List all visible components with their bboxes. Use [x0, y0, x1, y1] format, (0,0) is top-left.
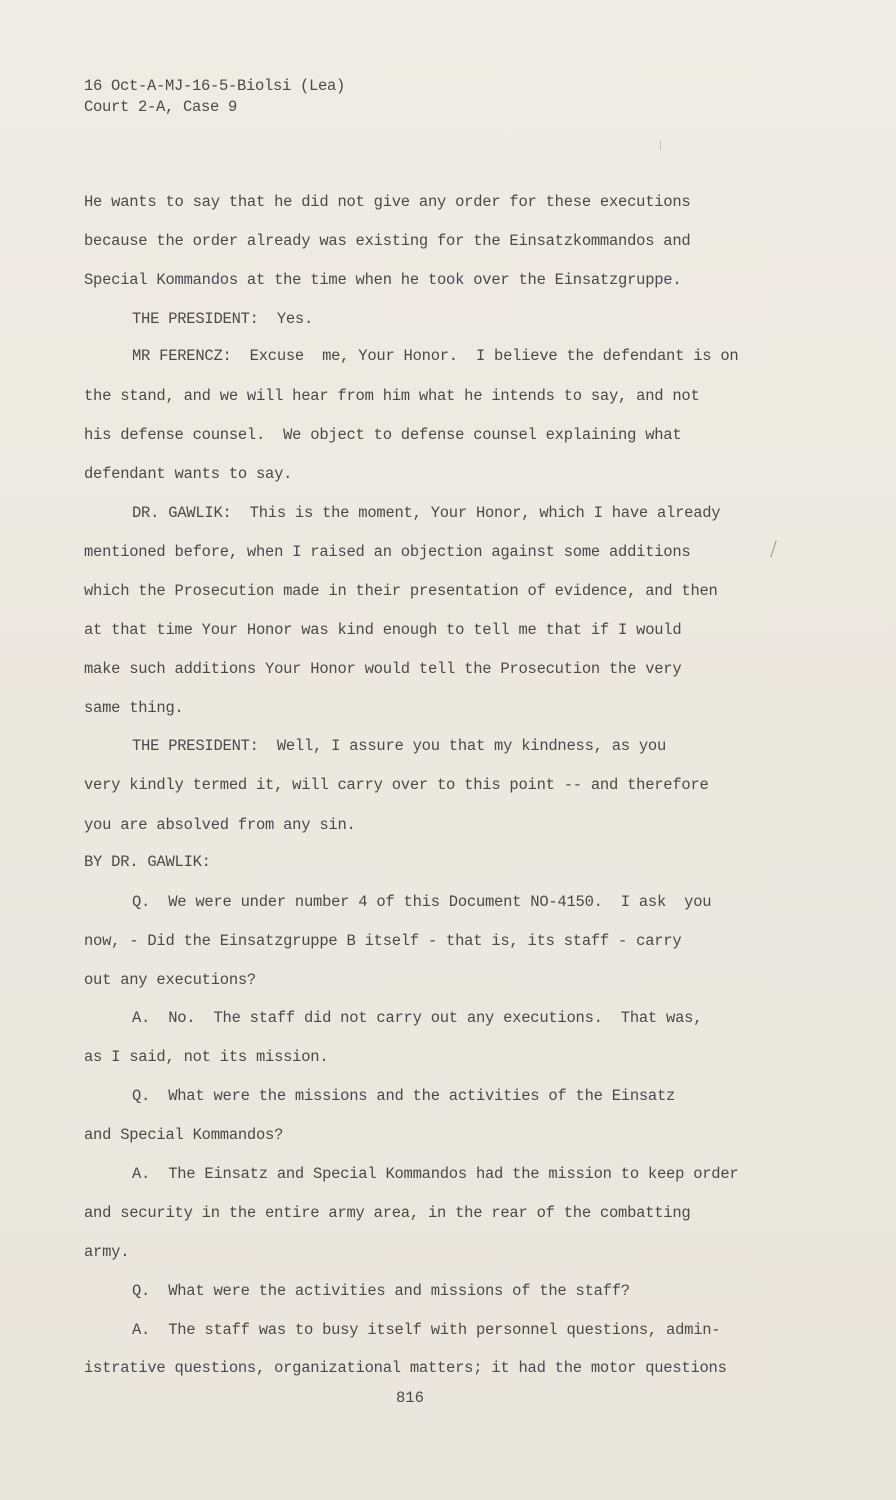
text-line: because the order already was existing for the Einsatzkommandos and	[84, 232, 691, 250]
text-line: Special Kommandos at the time when he took over the Einsatzgruppe.	[84, 271, 682, 289]
text-line: out any executions?	[84, 971, 256, 989]
header-court-case: Court 2-A, Case 9	[84, 98, 238, 116]
text-line: Q. We were under number 4 of this Document NO-4150. I ask you	[132, 893, 712, 911]
text-line: A. The Einsatz and Special Kommandos had the mission to keep order	[132, 1165, 739, 1183]
text-line: THE PRESIDENT: Well, I assure you that my kindness, as you	[132, 737, 667, 755]
text-line: as I said, not its mission.	[84, 1048, 329, 1066]
text-line: istrative questions, organizational matters; it had the motor questions	[84, 1359, 727, 1377]
text-line: same thing.	[84, 699, 184, 717]
stray-pencil-mark	[770, 540, 777, 557]
text-line: make such additions Your Honor would tell the Prosecution the very	[84, 660, 682, 678]
text-line: which the Prosecution made in their presentation of evidence, and then	[84, 582, 718, 600]
text-line: defendant wants to say.	[84, 465, 293, 483]
text-line: A. The staff was to busy itself with personnel questions, admin-	[132, 1321, 721, 1339]
text-line: now, - Did the Einsatzgruppe B itself - that is, its staff - carry	[84, 932, 682, 950]
text-line: at that time Your Honor was kind enough to tell me that if I would	[84, 621, 682, 639]
text-line: THE PRESIDENT: Yes.	[132, 310, 314, 328]
text-line: A. No. The staff did not carry out any executions. That was,	[132, 1009, 703, 1027]
text-line: army.	[84, 1243, 130, 1261]
stray-pencil-mark	[660, 140, 661, 150]
text-line: Q. What were the activities and missions of the staff?	[132, 1282, 630, 1300]
text-line: DR. GAWLIK: This is the moment, Your Honor, which I have already	[132, 504, 721, 522]
text-line: MR FERENCZ: Excuse me, Your Honor. I believe the defendant is on	[132, 347, 739, 365]
text-line: his defense counsel. We object to defense counsel explaining what	[84, 426, 682, 444]
text-line: very kindly termed it, will carry over to this point -- and therefore	[84, 776, 709, 794]
text-line: the stand, and we will hear from him what he intends to say, and not	[84, 387, 700, 405]
text-line: and Special Kommandos?	[84, 1126, 284, 1144]
text-line: mentioned before, when I raised an objection against some additions	[84, 543, 691, 561]
document-header	[84, 76, 345, 118]
text-line: you are absolved from any sin.	[84, 816, 356, 834]
page-number: 816	[396, 1389, 424, 1407]
text-line: He wants to say that he did not give any order for these executions	[84, 193, 691, 211]
text-line: and security in the entire army area, in the rear of the combatting	[84, 1204, 691, 1222]
text-line: BY DR. GAWLIK:	[84, 853, 211, 871]
header-case-reference: 16 Oct-A-MJ-16-5-Biolsi (Lea)	[84, 77, 346, 95]
text-line: Q. What were the missions and the activities of the Einsatz	[132, 1087, 676, 1105]
